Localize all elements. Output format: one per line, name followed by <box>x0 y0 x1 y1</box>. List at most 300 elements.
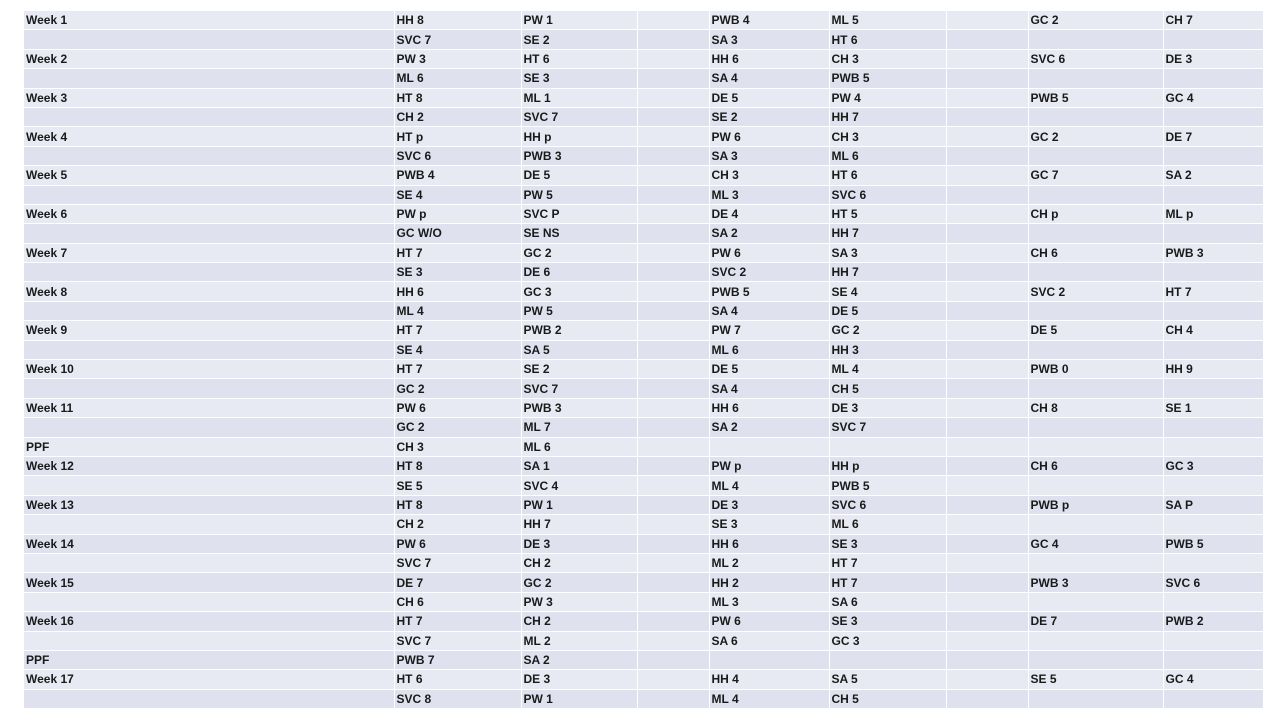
cell-week-label: Week 6 <box>24 204 394 223</box>
cell-slot-6 <box>946 107 1028 126</box>
cell-slot-2: SA 1 <box>521 456 637 475</box>
cell-slot-5: CH 5 <box>829 379 946 398</box>
cell-slot-7: SVC 2 <box>1028 282 1163 301</box>
cell-slot-1: PWB 7 <box>394 650 521 669</box>
cell-slot-7 <box>1028 592 1163 611</box>
cell-slot-4: SE 2 <box>709 107 829 126</box>
cell-slot-5: SA 3 <box>829 243 946 262</box>
cell-slot-6 <box>946 185 1028 204</box>
cell-slot-8: CH 7 <box>1163 11 1263 30</box>
cell-slot-8 <box>1163 379 1263 398</box>
cell-slot-2: DE 3 <box>521 670 637 689</box>
cell-slot-3 <box>637 185 709 204</box>
cell-slot-8 <box>1163 650 1263 669</box>
cell-slot-6 <box>946 631 1028 650</box>
table-row <box>24 224 1263 243</box>
cell-week-label: Week 1 <box>24 11 394 30</box>
cell-week-label <box>24 263 394 282</box>
cell-slot-7: GC 2 <box>1028 11 1163 30</box>
cell-week-label <box>24 631 394 650</box>
cell-slot-8 <box>1163 515 1263 534</box>
cell-slot-1: HT 8 <box>394 88 521 107</box>
cell-slot-8: GC 4 <box>1163 88 1263 107</box>
cell-slot-8: HT 7 <box>1163 282 1263 301</box>
cell-slot-7 <box>1028 650 1163 669</box>
cell-slot-6 <box>946 243 1028 262</box>
cell-slot-5: DE 5 <box>829 301 946 320</box>
cell-week-label <box>24 592 394 611</box>
cell-slot-5: SVC 6 <box>829 495 946 514</box>
cell-slot-3 <box>637 612 709 631</box>
cell-slot-8: ML p <box>1163 204 1263 223</box>
cell-week-label: Week 14 <box>24 534 394 553</box>
cell-week-label: Week 2 <box>24 49 394 68</box>
cell-slot-2: HT 6 <box>521 49 637 68</box>
table-row <box>24 321 1263 340</box>
cell-slot-3 <box>637 437 709 456</box>
cell-week-label: Week 11 <box>24 398 394 417</box>
cell-slot-2: ML 1 <box>521 88 637 107</box>
cell-slot-8 <box>1163 185 1263 204</box>
cell-slot-5: SVC 7 <box>829 418 946 437</box>
cell-slot-6 <box>946 146 1028 165</box>
cell-slot-2: GC 3 <box>521 282 637 301</box>
cell-slot-5: SE 3 <box>829 612 946 631</box>
cell-slot-8 <box>1163 418 1263 437</box>
cell-slot-8 <box>1163 340 1263 359</box>
cell-slot-4: DE 5 <box>709 360 829 379</box>
cell-slot-2: SVC 7 <box>521 107 637 126</box>
table-row <box>24 592 1263 611</box>
cell-week-label <box>24 515 394 534</box>
cell-slot-2: SVC P <box>521 204 637 223</box>
cell-slot-1: GC 2 <box>394 418 521 437</box>
cell-slot-8 <box>1163 107 1263 126</box>
cell-week-label <box>24 30 394 49</box>
cell-slot-8 <box>1163 30 1263 49</box>
cell-slot-4: HH 6 <box>709 49 829 68</box>
cell-slot-6 <box>946 224 1028 243</box>
cell-slot-4: SA 3 <box>709 146 829 165</box>
cell-slot-1: SVC 7 <box>394 553 521 572</box>
cell-slot-1: HT 8 <box>394 495 521 514</box>
cell-slot-6 <box>946 515 1028 534</box>
cell-slot-2: SA 2 <box>521 650 637 669</box>
cell-week-label: Week 16 <box>24 612 394 631</box>
cell-slot-2: PW 5 <box>521 301 637 320</box>
cell-slot-7 <box>1028 379 1163 398</box>
cell-slot-7: DE 5 <box>1028 321 1163 340</box>
cell-slot-1: HT 7 <box>394 360 521 379</box>
cell-slot-3 <box>637 670 709 689</box>
cell-slot-7 <box>1028 437 1163 456</box>
cell-slot-3 <box>637 340 709 359</box>
cell-slot-8: SA P <box>1163 495 1263 514</box>
table-row <box>24 107 1263 126</box>
cell-slot-3 <box>637 573 709 592</box>
cell-week-label <box>24 689 394 708</box>
cell-slot-4: DE 4 <box>709 204 829 223</box>
cell-slot-7 <box>1028 553 1163 572</box>
cell-slot-7: SVC 6 <box>1028 49 1163 68</box>
cell-week-label <box>24 146 394 165</box>
cell-slot-5: SA 6 <box>829 592 946 611</box>
cell-week-label <box>24 224 394 243</box>
cell-slot-7 <box>1028 69 1163 88</box>
cell-week-label: Week 15 <box>24 573 394 592</box>
table-row <box>24 243 1263 262</box>
cell-slot-3 <box>637 418 709 437</box>
cell-slot-4: ML 3 <box>709 185 829 204</box>
cell-slot-3 <box>637 69 709 88</box>
cell-slot-8: PWB 5 <box>1163 534 1263 553</box>
cell-slot-4: PWB 4 <box>709 11 829 30</box>
cell-slot-7: CH p <box>1028 204 1163 223</box>
cell-week-label <box>24 553 394 572</box>
cell-slot-5: ML 6 <box>829 515 946 534</box>
cell-slot-7 <box>1028 224 1163 243</box>
cell-slot-4: HH 4 <box>709 670 829 689</box>
cell-slot-7: CH 8 <box>1028 398 1163 417</box>
cell-slot-8: HH 9 <box>1163 360 1263 379</box>
cell-slot-3 <box>637 534 709 553</box>
cell-slot-8: PWB 3 <box>1163 243 1263 262</box>
cell-slot-6 <box>946 11 1028 30</box>
cell-slot-2: CH 2 <box>521 612 637 631</box>
cell-slot-6 <box>946 30 1028 49</box>
schedule-table <box>24 11 1263 709</box>
cell-slot-5: PW 4 <box>829 88 946 107</box>
cell-slot-8 <box>1163 689 1263 708</box>
table-row <box>24 340 1263 359</box>
cell-slot-6 <box>946 456 1028 475</box>
cell-slot-1: SE 3 <box>394 263 521 282</box>
cell-slot-1: PWB 4 <box>394 166 521 185</box>
cell-week-label <box>24 185 394 204</box>
cell-slot-1: SVC 7 <box>394 631 521 650</box>
cell-slot-5 <box>829 437 946 456</box>
cell-slot-2: GC 2 <box>521 243 637 262</box>
cell-slot-6 <box>946 553 1028 572</box>
cell-slot-6 <box>946 49 1028 68</box>
cell-slot-2: DE 6 <box>521 263 637 282</box>
cell-slot-8: CH 4 <box>1163 321 1263 340</box>
cell-slot-4: SVC 2 <box>709 263 829 282</box>
cell-slot-7: DE 7 <box>1028 612 1163 631</box>
cell-slot-2: CH 2 <box>521 553 637 572</box>
cell-slot-1: CH 2 <box>394 515 521 534</box>
cell-slot-6 <box>946 282 1028 301</box>
cell-slot-3 <box>637 204 709 223</box>
cell-week-label: Week 3 <box>24 88 394 107</box>
cell-slot-4: PWB 5 <box>709 282 829 301</box>
cell-slot-4 <box>709 650 829 669</box>
cell-week-label <box>24 476 394 495</box>
cell-slot-2: HH 7 <box>521 515 637 534</box>
cell-slot-8 <box>1163 553 1263 572</box>
cell-week-label <box>24 107 394 126</box>
cell-slot-2: PW 1 <box>521 689 637 708</box>
cell-slot-4: PW 6 <box>709 243 829 262</box>
cell-slot-7: GC 7 <box>1028 166 1163 185</box>
cell-slot-6 <box>946 495 1028 514</box>
table-row <box>24 263 1263 282</box>
cell-week-label: Week 12 <box>24 456 394 475</box>
cell-slot-7: PWB 5 <box>1028 88 1163 107</box>
cell-slot-4: SA 2 <box>709 418 829 437</box>
table-row <box>24 515 1263 534</box>
cell-slot-4: ML 3 <box>709 592 829 611</box>
cell-slot-3 <box>637 107 709 126</box>
cell-slot-8: GC 4 <box>1163 670 1263 689</box>
cell-week-label: PPF <box>24 437 394 456</box>
cell-slot-7 <box>1028 301 1163 320</box>
cell-slot-5: HH 3 <box>829 340 946 359</box>
cell-slot-1: HT 8 <box>394 456 521 475</box>
cell-slot-4: ML 4 <box>709 476 829 495</box>
cell-slot-8: DE 7 <box>1163 127 1263 146</box>
cell-slot-8 <box>1163 146 1263 165</box>
cell-slot-7: PWB 3 <box>1028 573 1163 592</box>
cell-slot-6 <box>946 204 1028 223</box>
table-row <box>24 689 1263 708</box>
cell-slot-1: SE 4 <box>394 340 521 359</box>
cell-slot-5: CH 3 <box>829 49 946 68</box>
cell-slot-4: PW 7 <box>709 321 829 340</box>
cell-slot-8 <box>1163 631 1263 650</box>
cell-slot-6 <box>946 650 1028 669</box>
cell-slot-2: SE 2 <box>521 30 637 49</box>
cell-slot-5: ML 5 <box>829 11 946 30</box>
cell-slot-7 <box>1028 340 1163 359</box>
cell-slot-8 <box>1163 301 1263 320</box>
cell-slot-4: SA 2 <box>709 224 829 243</box>
cell-week-label <box>24 340 394 359</box>
cell-slot-4: ML 6 <box>709 340 829 359</box>
cell-slot-5: HH 7 <box>829 224 946 243</box>
cell-slot-6 <box>946 127 1028 146</box>
cell-slot-1: HT 7 <box>394 612 521 631</box>
table-row <box>24 49 1263 68</box>
cell-slot-1: CH 2 <box>394 107 521 126</box>
cell-slot-1: GC 2 <box>394 379 521 398</box>
cell-slot-3 <box>637 166 709 185</box>
table-row <box>24 185 1263 204</box>
cell-slot-7: PWB 0 <box>1028 360 1163 379</box>
cell-slot-1: DE 7 <box>394 573 521 592</box>
cell-slot-3 <box>637 456 709 475</box>
table-row <box>24 573 1263 592</box>
cell-slot-6 <box>946 379 1028 398</box>
cell-slot-8 <box>1163 263 1263 282</box>
table-row <box>24 166 1263 185</box>
cell-slot-3 <box>637 553 709 572</box>
cell-slot-4: ML 2 <box>709 553 829 572</box>
cell-slot-4: SE 3 <box>709 515 829 534</box>
cell-slot-4: HH 2 <box>709 573 829 592</box>
cell-slot-5: HT 5 <box>829 204 946 223</box>
cell-slot-7 <box>1028 476 1163 495</box>
cell-slot-5: HH 7 <box>829 107 946 126</box>
cell-slot-8: GC 3 <box>1163 456 1263 475</box>
table-row <box>24 398 1263 417</box>
cell-slot-1: PW p <box>394 204 521 223</box>
cell-slot-6 <box>946 360 1028 379</box>
table-row <box>24 69 1263 88</box>
cell-slot-6 <box>946 612 1028 631</box>
cell-slot-8 <box>1163 592 1263 611</box>
table-row <box>24 476 1263 495</box>
cell-slot-6 <box>946 573 1028 592</box>
table-row <box>24 612 1263 631</box>
cell-slot-5: CH 3 <box>829 127 946 146</box>
cell-slot-4: HH 6 <box>709 398 829 417</box>
table-row <box>24 301 1263 320</box>
cell-slot-7 <box>1028 185 1163 204</box>
cell-slot-3 <box>637 146 709 165</box>
cell-slot-7: GC 4 <box>1028 534 1163 553</box>
cell-slot-2: SE 3 <box>521 69 637 88</box>
table-row <box>24 670 1263 689</box>
cell-slot-2: ML 6 <box>521 437 637 456</box>
cell-slot-4: HH 6 <box>709 534 829 553</box>
cell-slot-1: ML 4 <box>394 301 521 320</box>
table-row <box>24 379 1263 398</box>
table-row <box>24 282 1263 301</box>
cell-slot-5: SVC 6 <box>829 185 946 204</box>
cell-slot-3 <box>637 127 709 146</box>
cell-slot-3 <box>637 650 709 669</box>
cell-slot-5: GC 2 <box>829 321 946 340</box>
table-row <box>24 360 1263 379</box>
cell-slot-3 <box>637 11 709 30</box>
cell-week-label: Week 10 <box>24 360 394 379</box>
cell-slot-1: HH 8 <box>394 11 521 30</box>
cell-slot-1: HT 7 <box>394 243 521 262</box>
cell-slot-1: PW 6 <box>394 398 521 417</box>
cell-slot-4: SA 4 <box>709 69 829 88</box>
cell-slot-4: SA 4 <box>709 379 829 398</box>
cell-slot-8 <box>1163 69 1263 88</box>
cell-slot-6 <box>946 476 1028 495</box>
cell-slot-4: SA 6 <box>709 631 829 650</box>
cell-slot-4 <box>709 437 829 456</box>
cell-slot-4: ML 4 <box>709 689 829 708</box>
cell-slot-5: HH p <box>829 456 946 475</box>
cell-slot-6 <box>946 592 1028 611</box>
cell-slot-3 <box>637 30 709 49</box>
cell-slot-6 <box>946 166 1028 185</box>
cell-slot-2: HH p <box>521 127 637 146</box>
cell-slot-5: CH 5 <box>829 689 946 708</box>
table-row <box>24 127 1263 146</box>
cell-slot-2: DE 5 <box>521 166 637 185</box>
cell-slot-2: PWB 3 <box>521 146 637 165</box>
cell-slot-3 <box>637 689 709 708</box>
cell-slot-5: SE 4 <box>829 282 946 301</box>
cell-slot-7 <box>1028 107 1163 126</box>
cell-slot-1: HT 6 <box>394 670 521 689</box>
cell-slot-2: SVC 4 <box>521 476 637 495</box>
cell-slot-7: CH 6 <box>1028 456 1163 475</box>
cell-slot-5: SE 3 <box>829 534 946 553</box>
cell-week-label: Week 7 <box>24 243 394 262</box>
cell-slot-3 <box>637 631 709 650</box>
cell-slot-3 <box>637 515 709 534</box>
table-row <box>24 553 1263 572</box>
cell-slot-4: PW p <box>709 456 829 475</box>
cell-slot-5: GC 3 <box>829 631 946 650</box>
cell-slot-3 <box>637 49 709 68</box>
cell-slot-3 <box>637 476 709 495</box>
cell-slot-8: PWB 2 <box>1163 612 1263 631</box>
table-row <box>24 650 1263 669</box>
cell-slot-5: PWB 5 <box>829 69 946 88</box>
cell-slot-4: DE 5 <box>709 88 829 107</box>
cell-slot-7: GC 2 <box>1028 127 1163 146</box>
cell-slot-6 <box>946 321 1028 340</box>
cell-slot-2: PW 5 <box>521 185 637 204</box>
cell-slot-5: HT 7 <box>829 553 946 572</box>
cell-slot-2: GC 2 <box>521 573 637 592</box>
cell-slot-1: GC W/O <box>394 224 521 243</box>
cell-slot-6 <box>946 418 1028 437</box>
cell-slot-3 <box>637 592 709 611</box>
table-row <box>24 30 1263 49</box>
cell-slot-2: PW 3 <box>521 592 637 611</box>
cell-slot-7 <box>1028 30 1163 49</box>
cell-slot-3 <box>637 224 709 243</box>
cell-slot-1: HH 6 <box>394 282 521 301</box>
cell-slot-8: DE 3 <box>1163 49 1263 68</box>
table-row <box>24 88 1263 107</box>
cell-slot-3 <box>637 398 709 417</box>
cell-slot-5 <box>829 650 946 669</box>
cell-slot-8: SVC 6 <box>1163 573 1263 592</box>
cell-slot-6 <box>946 670 1028 689</box>
cell-week-label <box>24 69 394 88</box>
cell-week-label <box>24 418 394 437</box>
cell-slot-3 <box>637 495 709 514</box>
cell-slot-1: HT 7 <box>394 321 521 340</box>
cell-slot-2: ML 2 <box>521 631 637 650</box>
cell-slot-2: PWB 2 <box>521 321 637 340</box>
cell-slot-7: SE 5 <box>1028 670 1163 689</box>
cell-slot-4: PW 6 <box>709 612 829 631</box>
cell-slot-2: ML 7 <box>521 418 637 437</box>
table-row <box>24 495 1263 514</box>
cell-slot-5: SA 5 <box>829 670 946 689</box>
cell-slot-2: SVC 7 <box>521 379 637 398</box>
cell-slot-5: HT 6 <box>829 166 946 185</box>
cell-week-label: Week 17 <box>24 670 394 689</box>
cell-slot-4: PW 6 <box>709 127 829 146</box>
cell-slot-1: PW 3 <box>394 49 521 68</box>
cell-slot-1: PW 6 <box>394 534 521 553</box>
cell-slot-4: CH 3 <box>709 166 829 185</box>
cell-slot-7 <box>1028 263 1163 282</box>
cell-slot-7 <box>1028 689 1163 708</box>
cell-slot-8 <box>1163 437 1263 456</box>
cell-slot-6 <box>946 88 1028 107</box>
cell-slot-3 <box>637 301 709 320</box>
cell-slot-3 <box>637 88 709 107</box>
cell-slot-1: SE 5 <box>394 476 521 495</box>
cell-slot-1: HT p <box>394 127 521 146</box>
cell-slot-7: CH 6 <box>1028 243 1163 262</box>
cell-slot-5: HT 7 <box>829 573 946 592</box>
cell-slot-6 <box>946 263 1028 282</box>
